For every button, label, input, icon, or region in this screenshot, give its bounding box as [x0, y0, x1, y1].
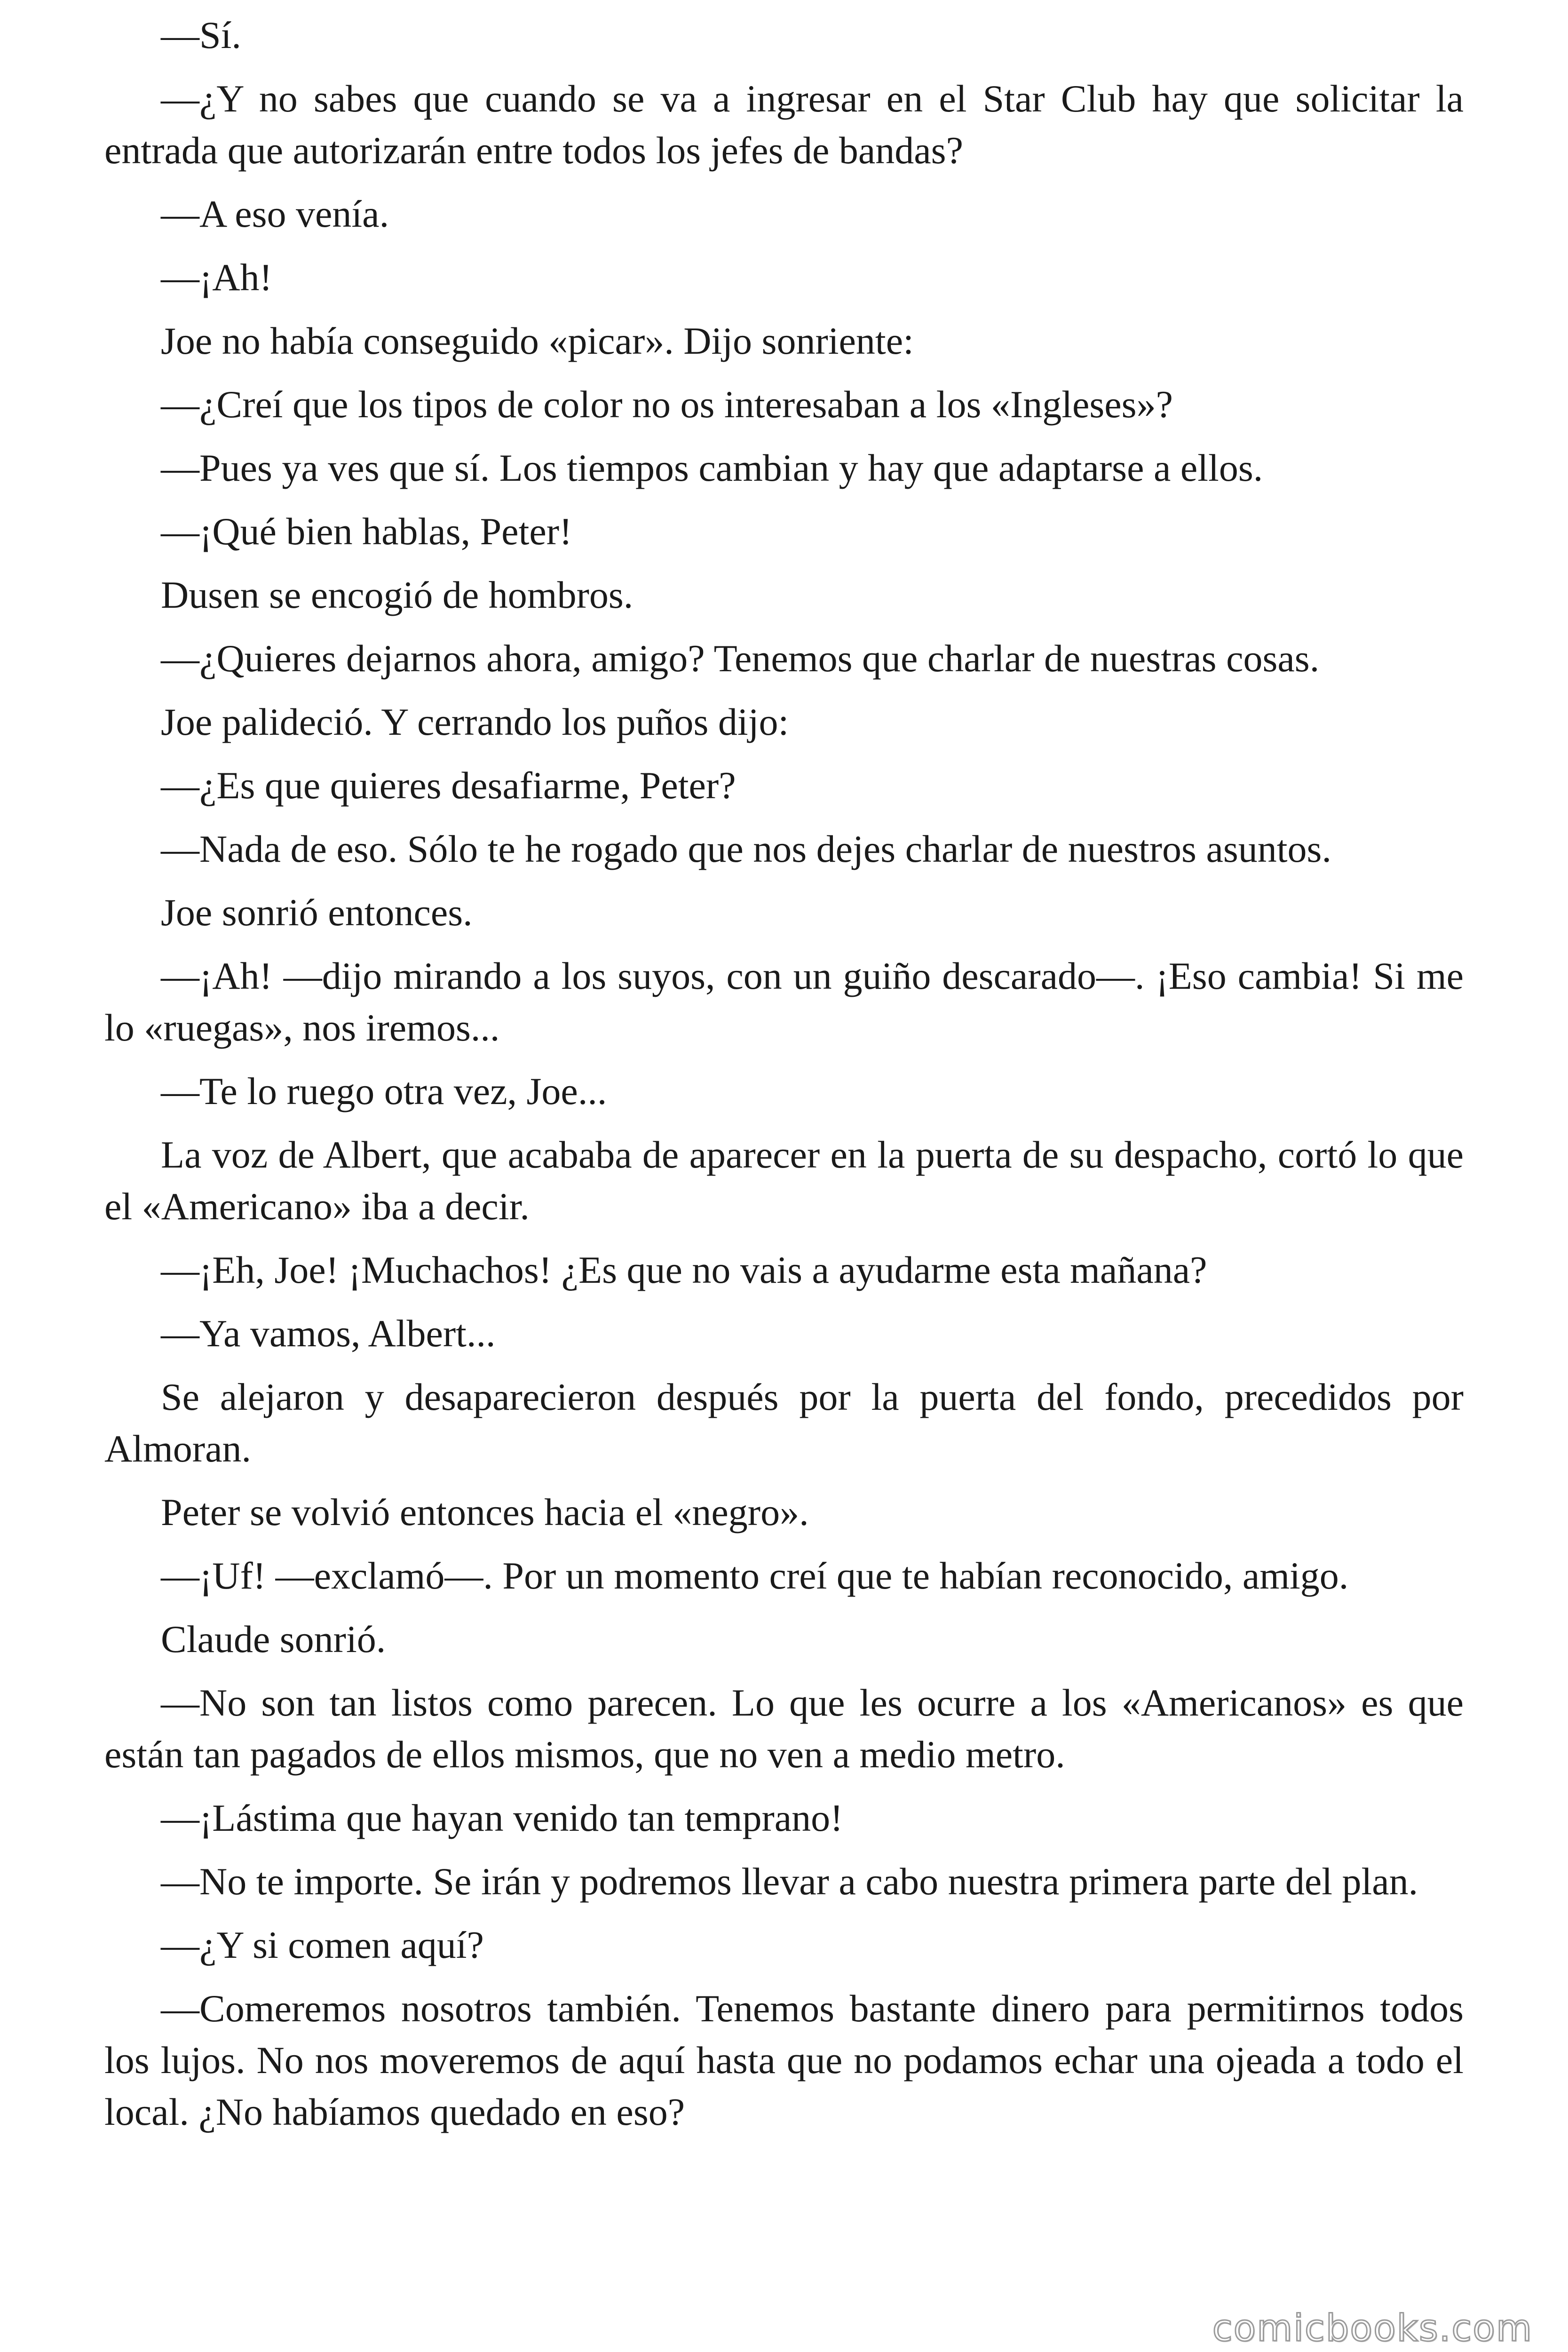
paragraph: —A eso venía.	[161, 192, 389, 235]
paragraph: —¡Ah! —dijo mirando a los suyos, con un guiño descarado—. ¡Eso cambia! Si me lo «ruegas», nos iremos...	[104, 954, 1464, 1049]
paragraph: —¡Eh, Joe! ¡Muchachos! ¿Es que no vais a ayudarme esta mañana?	[161, 1248, 1207, 1291]
paragraph: —Ya vamos, Albert...	[161, 1312, 496, 1355]
paragraph: La voz de Albert, que acababa de aparecer en la puerta de su despacho, cortó lo que el «Americano» iba a decir.	[104, 1133, 1464, 1228]
paragraph: Claude sonrió.	[161, 1618, 386, 1661]
paragraph: —No te importe. Se irán y podremos llevar a cabo nuestra primera parte del plan.	[161, 1860, 1418, 1903]
paragraph: Joe no había conseguido «picar». Dijo sonriente:	[161, 319, 914, 362]
paragraph: —Nada de eso. Sólo te he rogado que nos dejes charlar de nuestros asuntos.	[161, 827, 1331, 870]
paragraph: Joe palideció. Y cerrando los puños dijo:	[161, 700, 789, 743]
paragraph: —¡Lástima que hayan venido tan temprano!	[161, 1796, 843, 1839]
paragraph: —¿Es que quieres desafiarme, Peter?	[161, 764, 736, 807]
paragraph: —No son tan listos como parecen. Lo que les ocurre a los «Americanos» es que están tan pagados de ellos mismos, que no ven a medio metro.	[104, 1681, 1464, 1776]
paragraph: —Sí.	[161, 14, 241, 56]
paragraph: —¿Quieres dejarnos ahora, amigo? Tenemos que charlar de nuestras cosas.	[161, 637, 1320, 680]
paragraph: Peter se volvió entonces hacia el «negro».	[161, 1491, 809, 1534]
paragraph: —¡Uf! —exclamó—. Por un momento creí que te habían reconocido, amigo.	[161, 1554, 1349, 1597]
watermark: comicbooks.com	[1212, 2307, 1533, 2350]
paragraph: Dusen se encogió de hombros.	[161, 573, 634, 616]
paragraph: —¿Y no sabes que cuando se va a ingresar en el Star Club hay que solicitar la entrada que autorizarán entre todos los jefes de bandas?	[104, 77, 1464, 172]
page-text	[104, 9, 1464, 2150]
paragraph: —¿Y si comen aquí?	[161, 1923, 484, 1966]
paragraph: —¡Ah!	[161, 256, 272, 299]
paragraph: —¿Creí que los tipos de color no os interesaban a los «Ingleses»?	[161, 383, 1173, 426]
paragraph: Se alejaron y desaparecieron después por la puerta del fondo, precedidos por Almoran.	[104, 1375, 1464, 1470]
paragraph: Joe sonrió entonces.	[161, 891, 473, 934]
paragraph: —Te lo ruego otra vez, Joe...	[161, 1070, 607, 1112]
paragraph: —Comeremos nosotros también. Tenemos bastante dinero para permitirnos todos los lujos. No nos moveremos de aquí hasta que no podamos echar una ojeada a todo el local. ¿No habíamos quedado en eso?	[104, 1987, 1464, 2133]
paragraph: —Pues ya ves que sí. Los tiempos cambian y hay que adaptarse a ellos.	[161, 446, 1263, 489]
paragraph: —¡Qué bien hablas, Peter!	[161, 510, 572, 553]
